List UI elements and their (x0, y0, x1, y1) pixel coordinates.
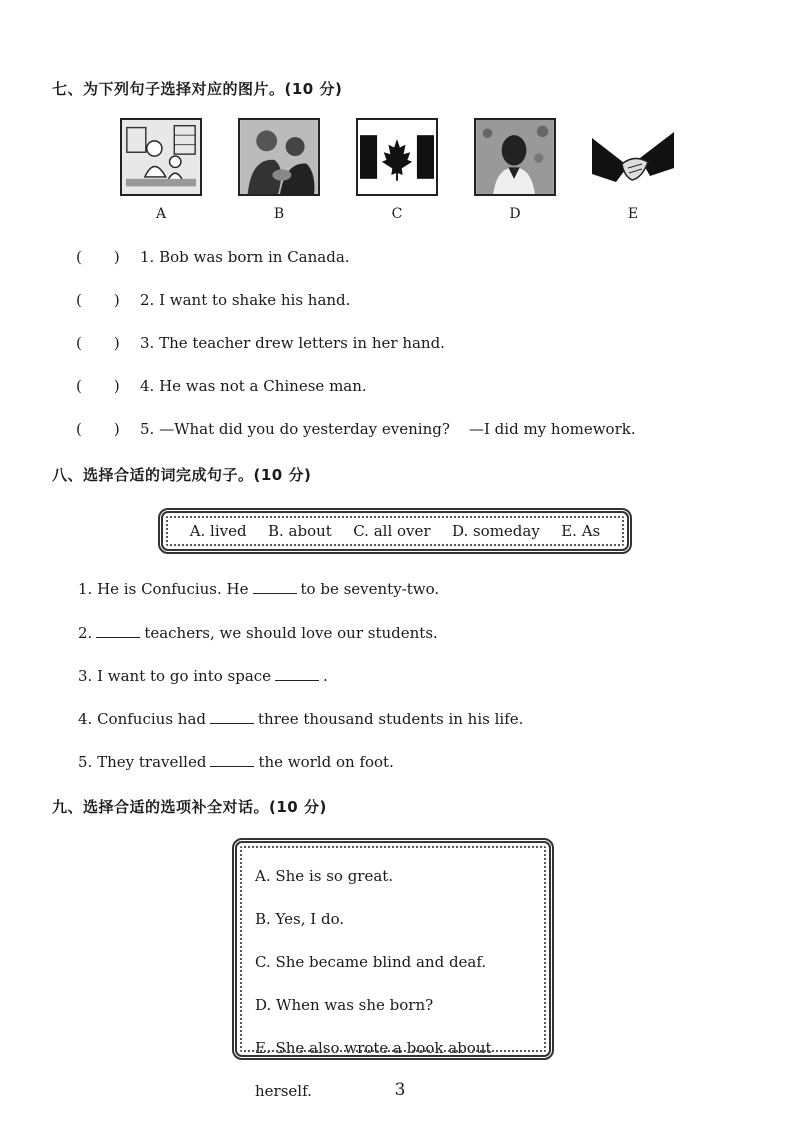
answer-blank[interactable] (253, 581, 297, 594)
answer-parentheses[interactable]: ( ) (76, 291, 120, 309)
handshake-picture (592, 118, 674, 196)
dialogue-option-e: E. She also wrote a book about herself. (255, 1039, 492, 1100)
word-option-a: A. lived (189, 522, 247, 540)
s7-question-4 (76, 377, 367, 395)
teacher-with-child-picture (120, 118, 202, 196)
answer-parentheses[interactable]: ( ) (76, 420, 120, 438)
picture-row (120, 118, 680, 228)
section-9-heading: 九、选择合适的选项补全对话。(10 分) (52, 798, 327, 816)
question-text: 2. I want to shake his hand. (140, 291, 351, 309)
question-text: 4. He was not a Chinese man. (140, 377, 367, 395)
canada-flag-picture (356, 118, 438, 196)
s8-question-5: 5. They travelled the world on foot. (78, 753, 394, 771)
question-text: 3. The teacher drew letters in her hand. (140, 334, 445, 352)
two-people-hands-picture (238, 118, 320, 196)
boy-portrait-picture (474, 118, 556, 196)
section-7-heading: 七、为下列句子选择对应的图片。(10 分) (52, 80, 343, 98)
page-number: 3 (394, 1080, 406, 1100)
answer-blank[interactable] (275, 668, 319, 681)
dialogue-option-b: B. Yes, I do. (255, 910, 345, 928)
s7-question-1 (76, 248, 350, 266)
answer-blank[interactable] (210, 754, 254, 767)
picture-label-c: C (391, 206, 403, 222)
answer-blank[interactable] (210, 711, 254, 724)
dialogue-options-box (232, 838, 554, 1100)
s8-question-3: 3. I want to go into space . (78, 667, 328, 685)
dialogue-option-c: C. She became blind and deaf. (255, 953, 487, 971)
section-8-heading: 八、选择合适的词完成句子。(10 分) (52, 466, 312, 484)
answer-parentheses[interactable]: ( ) (76, 377, 120, 395)
picture-label-e: E (627, 206, 639, 222)
answer-parentheses[interactable]: ( ) (76, 334, 120, 352)
s8-question-1: 1. He is Confucius. He to be seventy-two. (78, 580, 440, 598)
picture-label-b: B (273, 206, 285, 222)
s7-question-5 (76, 420, 636, 438)
question-text: 1. Bob was born in Canada. (140, 248, 350, 266)
word-option-b: B. about (268, 522, 332, 540)
word-option-e: E. As (561, 522, 601, 540)
s7-question-3 (76, 334, 445, 352)
s8-question-2: 2. teachers, we should love our students. (78, 624, 438, 642)
answer-parentheses[interactable]: ( ) (76, 248, 120, 266)
dialogue-option-a: A. She is so great. (255, 867, 394, 885)
picture-label-a: A (155, 206, 167, 222)
word-bank-box (158, 508, 632, 554)
picture-label-d: D (509, 206, 521, 222)
word-option-d: D. someday (451, 522, 540, 540)
question-text: 5. —What did you do yesterday evening? —I did my homework. (140, 420, 636, 438)
answer-blank[interactable] (96, 625, 140, 638)
dialogue-option-d: D. When was she born? (255, 996, 434, 1014)
s7-question-2 (76, 291, 350, 309)
word-option-c: C. all over (353, 522, 431, 540)
s8-question-4: 4. Confucius had three thousand students in his life. (78, 710, 524, 728)
